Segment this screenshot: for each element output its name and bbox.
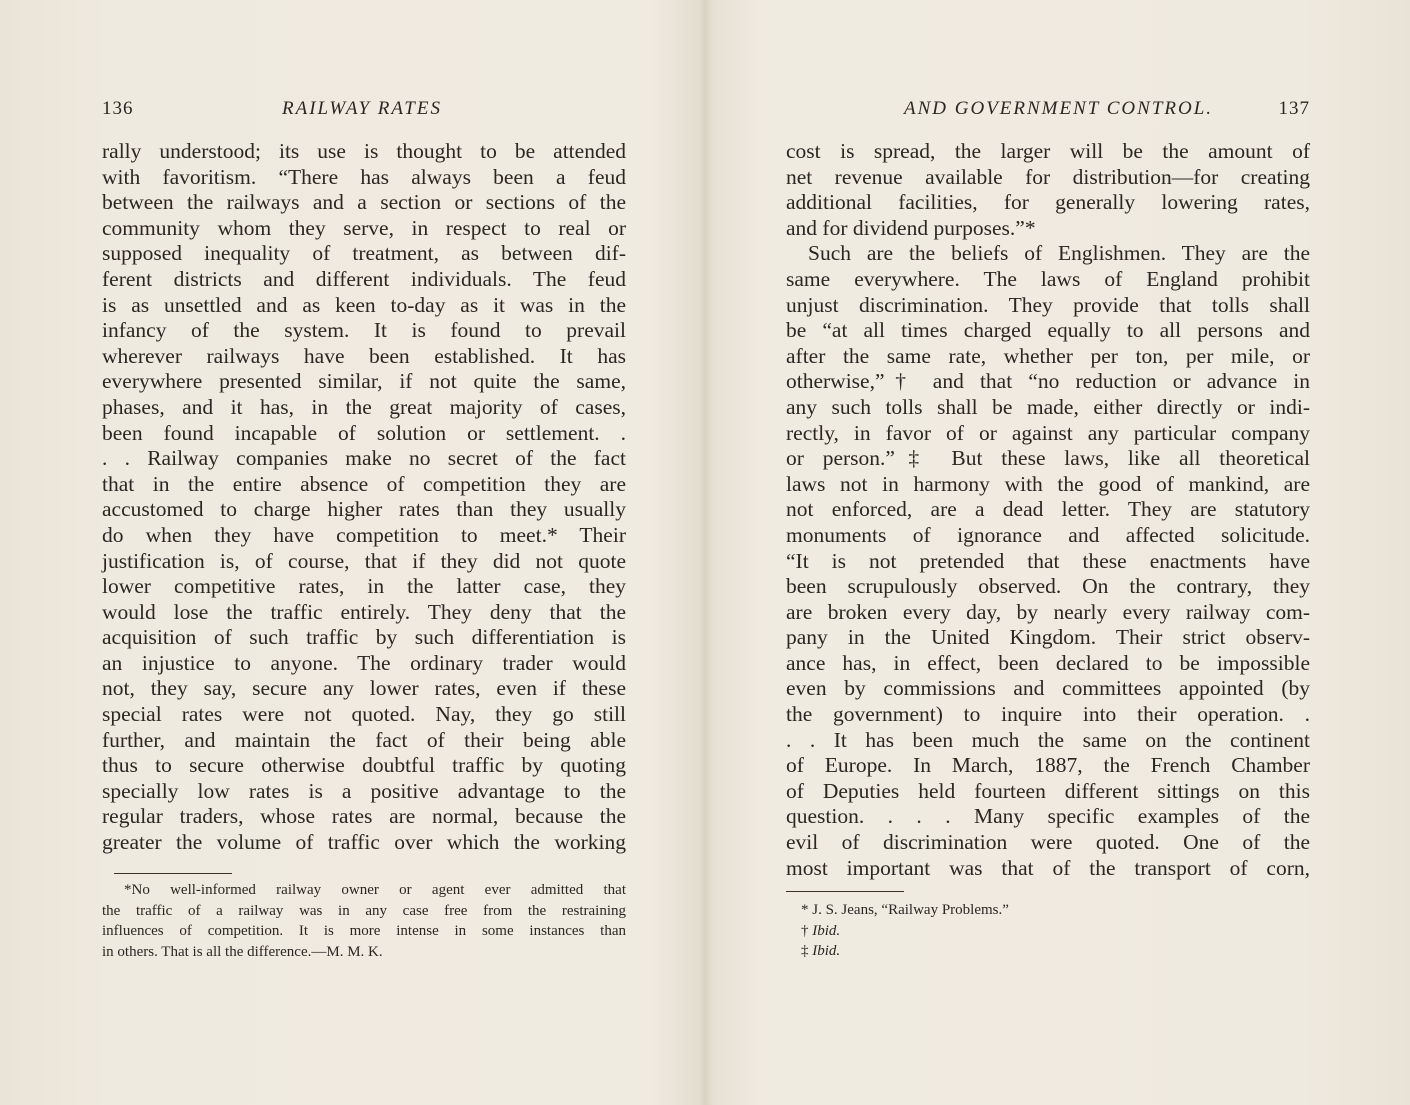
text-line: specially low rates is a positive advantage to the <box>102 778 626 803</box>
footnotes <box>102 880 626 962</box>
footnote-rule <box>114 873 232 874</box>
text-line: justification is, of course, that if they did not quote <box>102 548 626 573</box>
text-line: supposed inequality of treatment, as between dif- <box>102 241 626 266</box>
text-line: everywhere presented similar, if not quite the same, <box>102 369 626 394</box>
text-line: laws not in harmony with the good of mankind, are <box>786 471 1310 496</box>
text-line: thus to secure otherwise doubtful traffic by quoting <box>102 753 626 778</box>
text-line: additional facilities, for generally lowering rates, <box>786 190 1310 215</box>
text-line: rectly, in favor of or against any particular company <box>786 420 1310 445</box>
text-line: Such are the beliefs of Englishmen. They are the <box>808 241 1310 266</box>
text-line: do when they have competition to meet.* Their <box>102 522 626 547</box>
text-line: been scrupulously observed. On the contrary, they <box>786 574 1310 599</box>
footnote-text: Ibid. <box>812 943 841 960</box>
footnote-line: *No well-informed railway owner or agent ever admitted that <box>124 882 626 898</box>
text-line: ance has, in effect, been declared to be impossible <box>786 650 1310 675</box>
text-line: net revenue available for distribution—for creating <box>786 164 1310 189</box>
text-line: after the same rate, whether per ton, per mile, or <box>786 343 1310 368</box>
text-line: of Europe. In March, 1887, the French Chamber <box>786 753 1310 778</box>
footnote-mark: † <box>801 922 813 939</box>
text-line: infancy of the system. It is found to prevail <box>102 318 626 343</box>
text-line: are broken every day, by nearly every railway com- <box>786 599 1310 624</box>
footnote-text: Ibid. <box>812 922 841 939</box>
text-line: or person.”‡ But these laws, like all theoretical <box>786 446 1310 471</box>
text-line: not, they say, secure any lower rates, even if these <box>102 676 626 701</box>
page-number: 136 <box>102 98 134 119</box>
text-line: pany in the United Kingdom. Their strict observ- <box>786 625 1310 650</box>
text-line: greater the volume of traffic over which the working <box>102 830 626 855</box>
body-text <box>102 139 626 856</box>
text-line: between the railways and a section or sections of the <box>102 190 626 215</box>
footnote-rule <box>786 891 904 892</box>
footnote-line: in others. That is all the difference.—M. M. K. <box>102 943 383 960</box>
text-line: wherever railways have been established. It has <box>102 343 626 368</box>
footnote-line: the traffic of a railway was in any case free from the restraining <box>102 902 626 919</box>
text-line: most important was that of the transport of corn, <box>786 855 1310 880</box>
text-line: the government) to inquire into their operation. . <box>786 702 1310 727</box>
body-text <box>786 139 1310 881</box>
text-line: an injustice to anyone. The ordinary trader would <box>102 650 626 675</box>
page-header <box>786 98 1310 124</box>
text-line: otherwise,”† and that “no reduction or advance in <box>786 369 1310 394</box>
text-line: with favoritism. “There has always been a feud <box>102 164 626 189</box>
text-line: accustomed to charge higher rates than they usually <box>102 497 626 522</box>
text-line: monuments of ignorance and affected solicitude. <box>786 522 1310 547</box>
text-line: regular traders, whose rates are normal, because the <box>102 804 626 829</box>
text-line: been found incapable of solution or settlement. . <box>102 420 626 445</box>
page-header <box>102 98 626 124</box>
text-line: . . Railway companies make no secret of the fact <box>102 446 626 471</box>
text-line: same everywhere. The laws of England prohibit <box>786 266 1310 291</box>
text-line: acquisition of such traffic by such differentiation is <box>102 625 626 650</box>
footnote-line <box>801 941 1201 962</box>
text-line: not enforced, are a dead letter. They are statutory <box>786 497 1310 522</box>
text-line: phases, and it has, in the great majority of cases, <box>102 394 626 419</box>
text-line: ferent districts and different individuals. The feud <box>102 266 626 291</box>
footnote-mark: * <box>801 902 813 918</box>
text-line: be “at all times charged equally to all persons and <box>786 318 1310 343</box>
text-line: that in the entire absence of competition they are <box>102 471 626 496</box>
text-line: is as unsettled and as keen to-day as it was in the <box>102 292 626 317</box>
text-line: and for dividend purposes.”* <box>786 215 1036 240</box>
text-line: any such tolls shall be made, either directly or indi- <box>786 394 1310 419</box>
page-number: 137 <box>1278 98 1310 119</box>
footnote-line: influences of competition. It is more intense in some instances than <box>102 923 626 940</box>
text-line: . . It has been much the same on the continent <box>786 727 1310 752</box>
text-line: lower competitive rates, in the latter case, they <box>102 574 626 599</box>
right-page <box>706 0 1410 1105</box>
text-line: even by commissions and committees appointed (by <box>786 676 1310 701</box>
footnotes <box>801 900 1201 962</box>
footnote-line <box>801 921 1201 942</box>
footnote-text: J. S. Jeans, “Railway Problems.” <box>812 902 1009 918</box>
running-head: AND GOVERNMENT CONTROL. <box>904 98 1214 119</box>
text-line: community whom they serve, in respect to real or <box>102 215 626 240</box>
left-page <box>0 0 704 1105</box>
text-line: evil of discrimination were quoted. One of the <box>786 830 1310 855</box>
text-line: unjust discrimination. They provide that tolls shall <box>786 292 1310 317</box>
running-head: RAILWAY RATES <box>282 98 442 119</box>
text-line: special rates were not quoted. Nay, they go still <box>102 702 626 727</box>
text-line: would lose the traffic entirely. They deny that the <box>102 599 626 624</box>
text-line: question. . . . Many specific examples of the <box>786 804 1310 829</box>
footnote-mark: ‡ <box>801 943 813 960</box>
footnote-line <box>801 900 1201 921</box>
text-line: further, and maintain the fact of their being able <box>102 727 626 752</box>
text-line: rally understood; its use is thought to be attended <box>102 139 626 163</box>
text-line: “It is not pretended that these enactments have <box>786 548 1310 573</box>
text-line: cost is spread, the larger will be the amount of <box>786 139 1310 163</box>
text-line: of Deputies held fourteen different sittings on this <box>786 778 1310 803</box>
